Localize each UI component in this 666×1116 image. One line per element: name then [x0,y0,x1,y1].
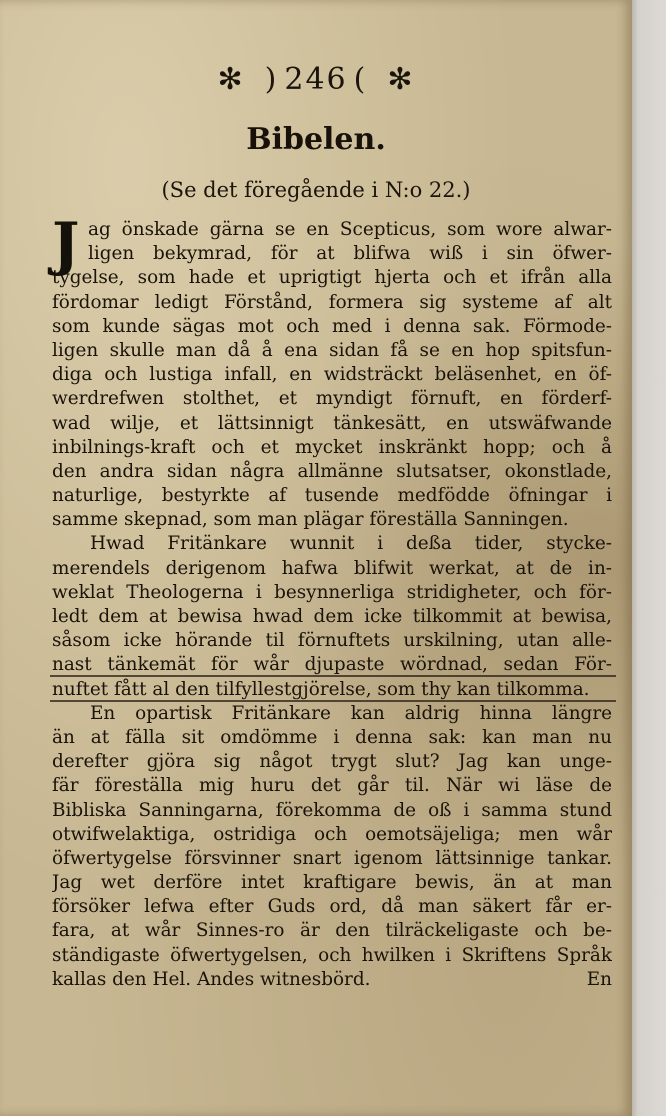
text-line: tygelse, som hade et uprigtigt hjerta och et ifrån alla [52,267,612,289]
text-line: ligen bekymrad, för at blifwa wiß i sin öfwer- [88,243,612,265]
page-number: 246 [284,62,348,97]
text-line: nuftet fått al den tilfyllestgjörelse, som thy kan tilkomma. [52,678,590,700]
text-line: den andra sidan några allmänne slutsatser, okonstlade, [52,460,612,482]
text-line: fara, at wår Sinnes-ro är den tilräckeligaste och be- [52,920,612,942]
text-line: ligen skulle man då å ena sidan få se en hop spitsfun- [52,339,612,361]
asterisk-ornament-right-icon: ✻ [387,62,415,97]
text-line: ledt dem at bewisa hwad dem icke tilkommit at bewisa, [52,606,612,627]
underline-mark [50,675,616,677]
text-line: En opartisk Fritänkare kan aldrig hinna längre [90,702,612,724]
text-line: inbilnings-kraft och et mycket inskränkt hopp; och å [52,436,612,458]
text-line: otwifwelaktiga, ostridiga och oemotsäjeliga; men wår [52,823,612,845]
text-line: fördomar ledigt Förstånd, formera sig systeme af alt [52,291,612,313]
subtitle-reference: (Se det föregående i N:o 22.) [161,178,471,202]
text-line: Hwad Fritänkare wunnit i deßa tider, stycke- [90,533,612,555]
page-title: Bibelen. [246,122,386,157]
page-header [0,62,632,97]
drop-initial: J [52,210,80,278]
underline-mark [50,700,616,702]
text-line: ag önskade gärna se en Scepticus, som wore alwar- [88,219,612,240]
body-text [52,210,612,992]
text-line: nast tänkemät för wår djupaste wördnad, sedan För- [52,654,612,676]
text-line: derefter gjöra sig något trygt slut? Jag kan unge- [52,751,612,773]
text-line: än at fälla sit omdömme i denna sak: kan man nu [52,726,612,748]
bracket-left: ) [264,62,279,97]
text-line: Bibliska Sanningarna, förekomma de oß i samma stund [52,799,612,821]
text-line [52,968,612,992]
text-line: wad wilje, et lättsinnigt tänkesätt, en utswäfwande [52,412,612,434]
text-line: öfwertygelse försvinner snart igenom lättsinnige tankar. [52,847,612,869]
text-line: diga och lustiga infall, en widsträckt beläsenhet, en öf- [52,364,612,386]
text-line: weklat Theologerna i besynnerliga stridigheter, och för- [52,581,612,603]
text-line-final: kallas den Hel. Andes witnesbörd. [52,968,371,990]
text-line: som kunde sägas mot och med i denna sak. Förmode- [52,315,612,337]
bracket-right: ( [353,62,368,97]
asterisk-ornament-left-icon: ✻ [217,62,245,97]
text-line: försöker lefwa efter Guds ord, då man säkert får er- [52,896,612,918]
text-line: naturlige, bestyrkte af tusende medfödde öfningar i [52,485,612,507]
text-line: ständigaste öfwertygelsen, och hwilken i Skriftens Språk [52,944,612,966]
page-edge [632,0,666,1116]
text-line: Jag wet derföre intet kraftigare bewis, än at man [52,872,612,894]
text-line: såsom icke hörande til förnuftets urskilning, utan alle- [52,630,612,652]
catchword: En [586,968,612,990]
text-line: merendels derigenom hafwa blifwit werkat, at de in- [52,557,612,579]
text-line: fär föreställa mig huru det går til. När wi läse de [52,775,612,797]
text-line: samme skepnad, som man plägar föreställa Sanningen. [52,509,569,531]
text-line: werdrefwen stolthet, et myndigt förnuft, en förderf- [52,388,612,410]
